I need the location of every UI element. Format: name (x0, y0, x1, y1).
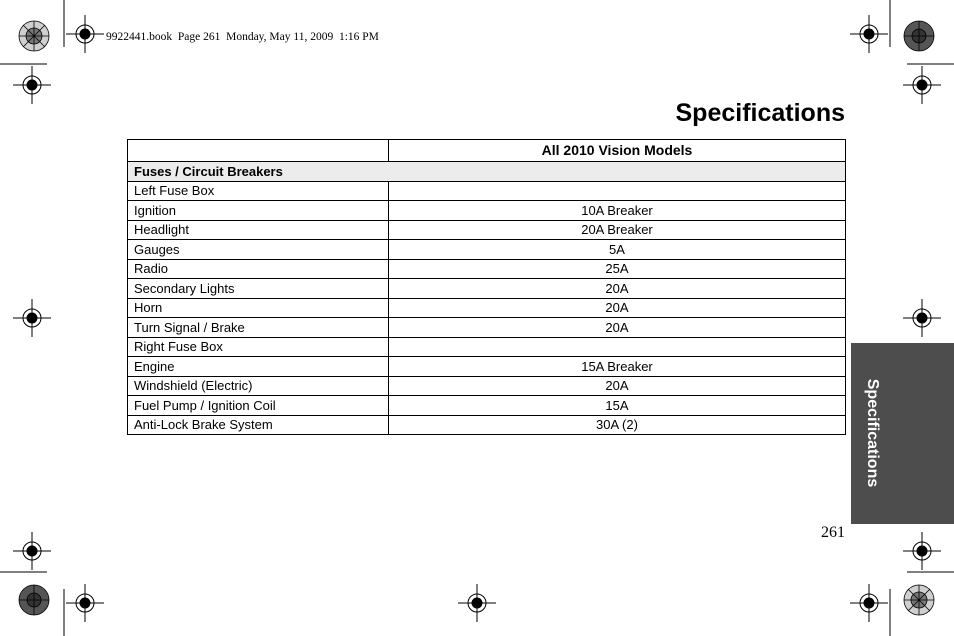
item-label: Gauges (128, 240, 389, 260)
table-row (128, 279, 846, 299)
table-row (128, 376, 846, 396)
item-label: Anti-Lock Brake System (128, 415, 389, 435)
table-row (128, 415, 846, 435)
page-number: 261 (821, 524, 845, 541)
table-row (128, 220, 846, 240)
item-label: Radio (128, 259, 389, 279)
item-value: 20A Breaker (389, 220, 846, 240)
print-header: 9922441.book Page 261 Monday, May 11, 2009 1:16 PM (106, 31, 379, 43)
item-value: 15A Breaker (389, 357, 846, 377)
header-models: All 2010 Vision Models (389, 140, 846, 162)
item-value: 30A (2) (389, 415, 846, 435)
group-row (128, 337, 846, 357)
item-value: 20A (389, 376, 846, 396)
item-label: Ignition (128, 201, 389, 221)
page-title: Specifications (675, 99, 845, 127)
table-row (128, 298, 846, 318)
item-label: Engine (128, 357, 389, 377)
item-label: Horn (128, 298, 389, 318)
group-label: Right Fuse Box (128, 337, 389, 357)
section-row (128, 162, 846, 182)
group-row (128, 181, 846, 201)
header-blank-cell (128, 140, 389, 162)
section-title: Fuses / Circuit Breakers (128, 162, 846, 182)
side-tab-label: Specifications (864, 378, 881, 488)
table-row (128, 240, 846, 260)
table-row (128, 357, 846, 377)
item-value: 20A (389, 279, 846, 299)
group-label: Left Fuse Box (128, 181, 389, 201)
item-label: Fuel Pump / Ignition Coil (128, 396, 389, 416)
item-label: Turn Signal / Brake (128, 318, 389, 338)
table-row (128, 201, 846, 221)
table-row (128, 259, 846, 279)
group-value-empty (389, 181, 846, 201)
spec-table (127, 139, 846, 435)
item-value: 20A (389, 318, 846, 338)
item-value: 15A (389, 396, 846, 416)
item-label: Secondary Lights (128, 279, 389, 299)
table-header-row (128, 140, 846, 162)
item-value: 5A (389, 240, 846, 260)
group-value-empty (389, 337, 846, 357)
table-row (128, 396, 846, 416)
item-value: 25A (389, 259, 846, 279)
table-row (128, 318, 846, 338)
item-value: 10A Breaker (389, 201, 846, 221)
item-label: Headlight (128, 220, 389, 240)
item-value: 20A (389, 298, 846, 318)
item-label: Windshield (Electric) (128, 376, 389, 396)
